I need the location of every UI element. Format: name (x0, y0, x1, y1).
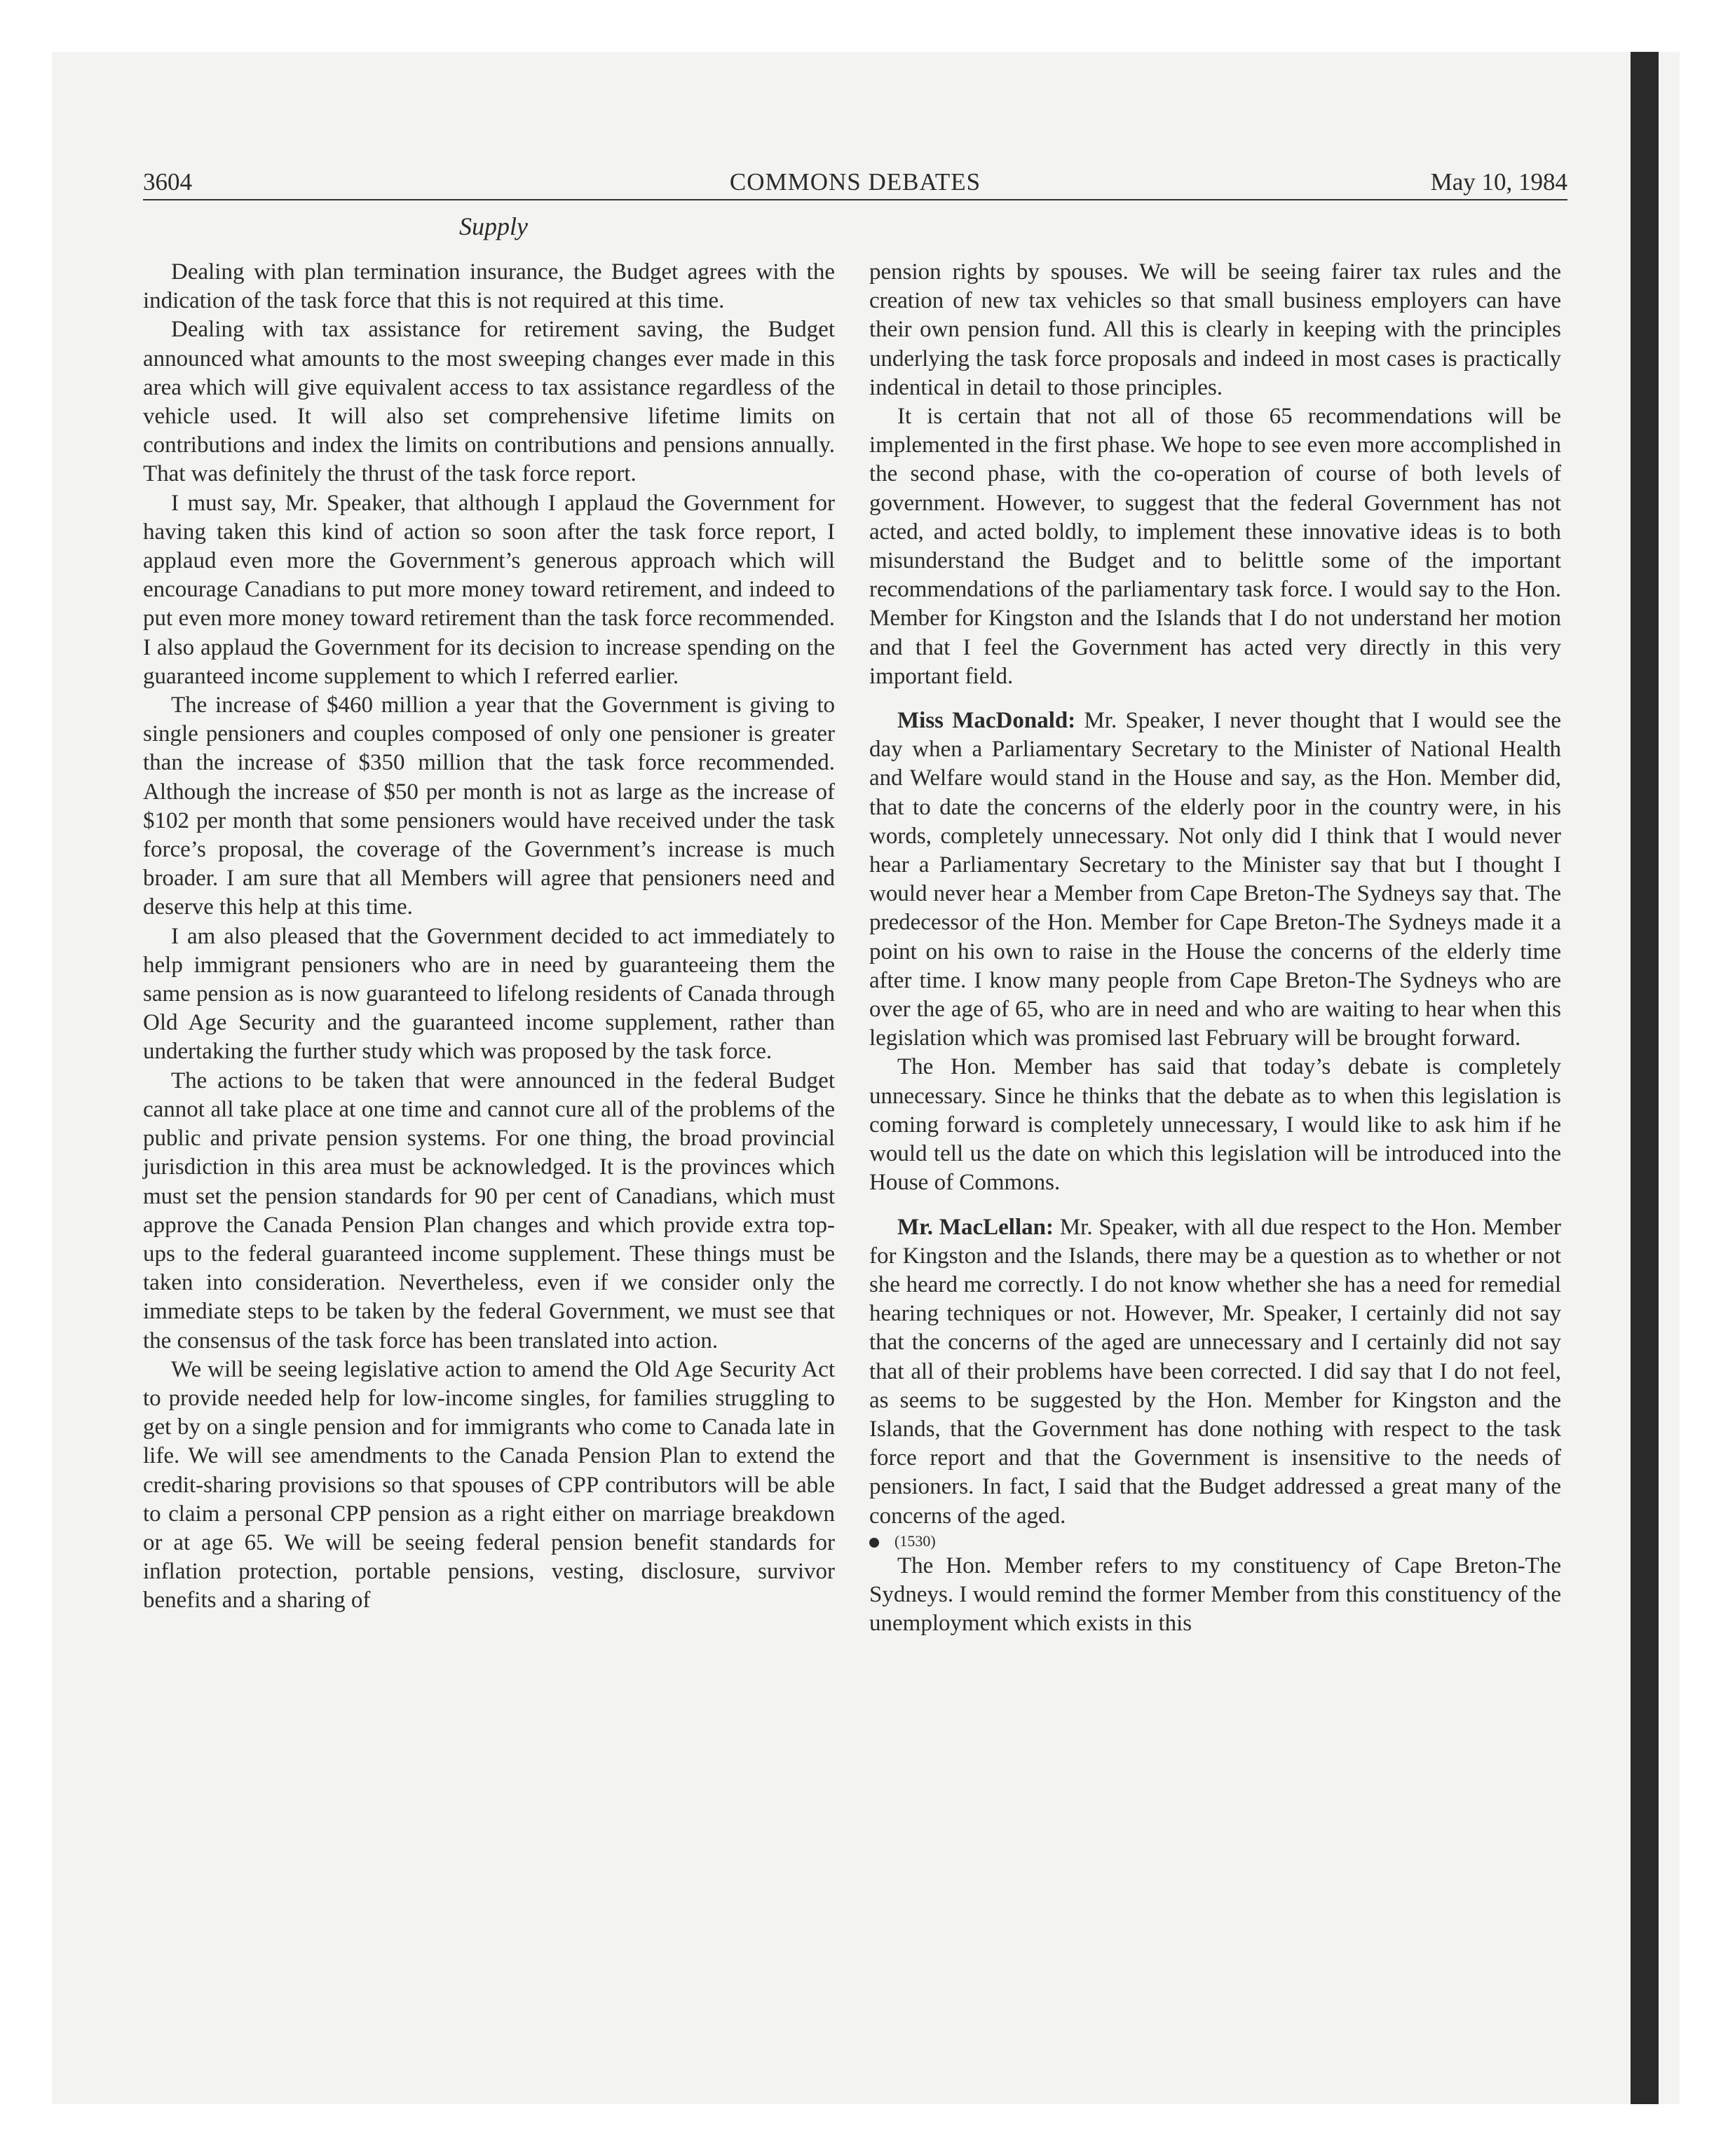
publication-title: COMMONS DEBATES (729, 168, 981, 196)
paragraph: The increase of $460 million a year that the Government is giving to single pensioners and couples composed of only one pensioner is greater than the increase of $350 million that the task force recommended. Although the increase of $50 per month is not as large as the increase of $102 per month that some pensioners would have received under the task force’s proposal, the coverage of the Government’s increase is much broader. I am sure that all Members will agree that pensioners need and deserve this help at this time. (143, 692, 835, 920)
speech-text: Mr. Speaker, I never thought that I would see the day when a Parliamentary Secretary to the Minister of National Health and Welfare would stand in the House and say, as the Hon. Member did, that to date the concerns of the elderly poor in the country were, in his words, completely unnecessary. Not only did I think that I would never hear a Parliamentary Secretary to the Minister say that but I thought I would never hear a Member from Cape Breton-The Sydneys say that. The predecessor of the Hon. Member for Cape Breton-The Sydneys made it a point on his own to raise in the House the concerns of the elderly time after time. I know many people from Cape Breton-The Sydneys who are over the age of 65, who are in need and who are waiting to hear when this legislation which was promised last February will be brought forward. (869, 708, 1561, 1051)
paragraph: The actions to be taken that were announced in the federal Budget cannot all take place at one time and cannot cure all of the problems of the public and private pension systems. For one thing, the broad provincial jurisdiction in this area must be acknowledged. It is the provinces which must set the pension standards for 90 per cent of Canadians, which must approve the Canada Pension Plan changes and which provide extra top-ups to the federal guaranteed income supplement. These things must be taken into consideration. Nevertheless, even if we consider only the immediate steps to be taken by the federal Government, we must see that the consensus of the task force has been translated into action. (143, 1067, 835, 1353)
paragraph: Dealing with plan termination insurance, the Budget agrees with the indication of the task force that this is not required at this time. (143, 259, 835, 314)
speech-text: Mr. Speaker, with all due respect to the Hon. Member for Kingston and the Islands, there may be a question as to whether or not she heard me correctly. I do not know whether she has a need for remedial hearing techniques or not. However, Mr. Speaker, I certainly did not say that the concerns of the aged are unnecessary and I certainly did not say that all of their problems have been corrected. I did say that I do not feel, as seems to be suggested by the Hon. Member for Kingston and the Islands, that the Government has done nothing with respect to the task force report and that the Government is insensitive to the needs of pensioners. In fact, I said that the Budget addressed a great many of the concerns of the aged. (869, 1214, 1561, 1529)
paragraph: pension rights by spouses. We will be seeing fairer tax rules and the creation of new tax vehicles so that small business employers can have their own pension fund. All this is clearly in keeping with the principles underlying the task force proposals and indeed in most cases is practically indentical in detail to those principles. (869, 259, 1561, 400)
page-number: 3604 (143, 168, 192, 196)
paragraph: The Hon. Member has said that today’s debate is completely unnecessary. Since he thinks that the debate as to when this legislation is coming forward is completely unnecessary, I would like to ask him if he would tell us the date on which this legislation will be introduced into the House of Commons. (869, 1054, 1561, 1196)
paragraph: It is certain that not all of those 65 recommendations will be implemented in the first phase. We hope to see even more accomplished in the second phase, with the co-operation of course of both levels of government. However, to suggest that the federal Government has not acted, and acted boldly, to implement these innovative ideas is to both misunderstand the Budget and to belittle some of the important recommendations of the parliamentary task force. I would say to the Hon. Member for Kingston and the Islands that I do not understand her motion and that I feel the Government has acted very directly in this very important field. (869, 404, 1561, 689)
speaker-name: Miss MacDonald: (897, 708, 1076, 734)
left-column (143, 258, 835, 1616)
speech-paragraph (869, 707, 1561, 1053)
publication-date: May 10, 1984 (1430, 168, 1567, 196)
paragraph: I am also pleased that the Government decided to act immediately to help immigrant pensioners who are in need by guaranteeing them the same pension as is now guaranteed to lifelong residents of Canada through Old Age Security and the guaranteed income supplement, rather than undertaking the further study which was proposed by the task force. (143, 923, 836, 1065)
speaker-name: Mr. MacLellan: (897, 1214, 1054, 1240)
bullet-icon (869, 1538, 879, 1548)
paragraph: Dealing with tax assistance for retirement saving, the Budget announced what amounts to the most sweeping changes ever made in this area which will give equivalent access to tax assistance regardless of the vehicle used. It will also set comprehensive lifetime limits on contributions and index the limits on contributions and pensions annually. That was definitely the thrust of the task force report. (143, 317, 835, 487)
time-marker-text: (1530) (894, 1531, 936, 1550)
paragraph: We will be seeing legislative action to amend the Old Age Security Act to provide needed help for low-income singles, for families struggling to get by on a single pension and for immigrants who come to Canada late in life. We will see amendments to the Canada Pension Plan to extend the credit-sharing provisions so that spouses of CPP contributors will be able to claim a personal CPP pension as a right either on marriage breakdown or at age 65. We will be seeing federal pension benefit standards for inflation protection, portable pensions, vesting, disclosure, survivor benefits and a sharing of (143, 1356, 835, 1613)
section-title: Supply (459, 212, 528, 240)
time-marker (869, 1531, 1561, 1552)
paragraph: The Hon. Member refers to my constituency of Cape Breton-The Sydneys. I would remind the former Member from this constituency of the unemployment which exists in this (869, 1553, 1561, 1637)
speech-paragraph (869, 1213, 1561, 1531)
paragraph: I must say, Mr. Speaker, that although I applaud the Government for having taken this kind of action so soon after the task force report, I applaud even more the Government’s generous approach which will encourage Canadians to put more money toward retirement, and indeed to put even more money toward retirement than the task force recommended. I also applaud the Government for its decision to increase spending on the guaranteed income supplement to which I referred earlier. (143, 490, 835, 689)
right-column (869, 258, 1561, 1638)
page-header (143, 165, 1567, 200)
scan-edge-bar (1631, 52, 1659, 2104)
